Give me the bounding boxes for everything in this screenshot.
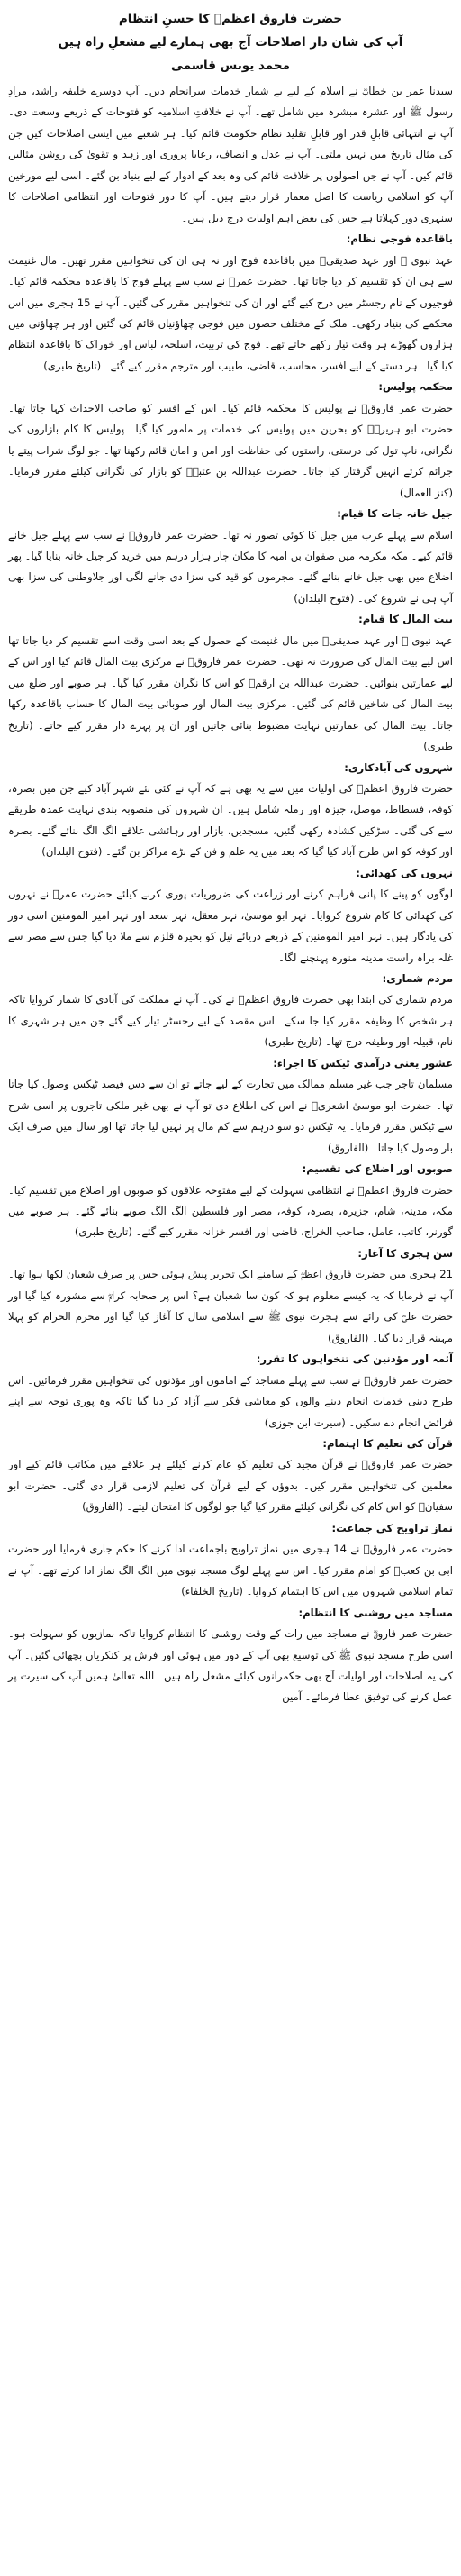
- section-heading: مساجد میں روشنی کا انتظام:: [298, 1606, 453, 1619]
- section-heading: سن ہجری کا آغاز:: [357, 1246, 453, 1260]
- section-heading: باقاعدہ فوجی نظام:: [346, 232, 453, 246]
- section-paragraph: مسلمان تاجر جب غیر مسلم ممالک میں تجارت کے لیے جاتے تو ان سے دس فیصد ٹیکس وصول کیا جاتا تھا۔ حضرت ابو موسیٰ اشعریؓ نے اس کی اطلاع دی تو آپ نے بھی غیر ملکی تاجروں پر اسی شرح سے ٹیکس مقرر فرمایا۔ یہ ٹیکس دو سو درہم سے کم مال پر نہیں لیا جاتا تھا اور سال میں صرف ایک بار وصول کیا جاتا۔ (الفاروق): [8, 1078, 453, 1154]
- section-paragraph: سیدنا عمر بن خطابؓ نے اسلام کے لیے بے شمار خدمات سرانجام دیں۔ آپ دوسرے خلیفہ راشد، مرادِ رسول ﷺ اور عشرہ مبشرہ میں شامل تھے۔ آپ نے خلافتِ اسلامیہ کو فتوحات کے ذریعے وسعت دی۔ آپ نے انتہائی قابلِ قدر اور قابلِ تقلید نظام حکومت قائم کیا۔ ہر شعبے میں ایسی اصلاحات کیں جن کی مثال تاریخ میں نہیں ملتی۔ آپ نے عدل و انصاف، رعایا پروری اور زہد و تقویٰ کی روشن مثالیں قائم کیں۔ آپ نے جن اصولوں پر خلافت قائم کی وہ بعد کے ادوار کے لیے بنیاد بن گئے۔ اسی لیے مورخین آپ کو اسلامی ریاست کا اصل معمار قرار دیتے ہیں۔ آپ کا دور فتوحات اور انتظامی اصلاحات کا سنہری دور کہلاتا ہے جس کی بعض اہم اولیات درج ذیل ہیں۔: [8, 85, 453, 224]
- section-paragraph: مردم شماری کی ابتدا بھی حضرت فاروق اعظمؓ نے کی۔ آپ نے مملکت کی آبادی کا شمار کروایا تاکہ ہر شخص کا وظیفہ مقرر کیا جا سکے۔ اس مقصد کے لیے رجسٹر تیار کیے گئے جن میں ہر شہری کا نام، قبیلہ اور وظیفہ درج تھا۔ (تاریخ طبری): [8, 993, 453, 1049]
- article-title: حضرت فاروق اعظمؓ کا حسنِ انتظام: [118, 12, 343, 26]
- section-heading: مردم شماری:: [382, 972, 453, 986]
- section-paragraph: عہد نبوی ﷺ اور عہد صدیقیؓ میں باقاعدہ فوج اور نہ ہی ان کی تنخواہیں مقرر تھیں۔ مال غنیمت سے ہی ان کو تقسیم کر دیا جاتا تھا۔ حضرت عمرؓ نے سب سے پہلے فوج کا باقاعدہ محکمہ قائم کیا۔ فوجیوں کے نام رجسٹر میں درج کیے گئے اور ان کی تنخواہیں مقرر کی گئیں۔ آپ نے 15 ہجری میں اس محکمے کی بنیاد رکھی۔ ملک کے مختلف حصوں میں فوجی چھاؤنیاں قائم کی گئیں اور ہر چھاؤنی میں ہزاروں گھوڑے ہر وقت تیار رکھے جاتے تھے۔ فوج کی تربیت، اسلحہ، لباس اور خوراک کا باقاعدہ انتظام کیا گیا۔ ہر دستے کے لیے افسر، محاسب، قاضی، طبیب اور مترجم مقرر کیے گئے۔ (تاریخ طبری): [8, 253, 453, 372]
- section-heading: صوبوں اور اضلاع کی تقسیم:: [302, 1162, 453, 1176]
- section-heading: نہروں کی کھدائی:: [356, 866, 453, 879]
- section-paragraph: حضرت عمر فاروقؓ نے مساجد میں رات کے وقت روشنی کا انتظام کروایا تاکہ نمازیوں کو سہولت ہو۔ اسی طرح مسجد نبوی ﷺ کی توسیع بھی آپ کے دور میں ہوئی اور فرش پر کنکریاں بچھائی گئیں۔ آپ کی یہ اصلاحات اور اولیات آج بھی حکمرانوں کیلئے مشعل راہ ہیں۔ اللہ تعالیٰ ہمیں آپ کی سیرت پر عمل کرنے کی توفیق عطا فرمائے۔ آمین: [8, 1627, 453, 1704]
- section-heading: بیت المال کا قیام:: [358, 613, 453, 626]
- section-heading: قرآن کی تعلیم کا اہتمام:: [322, 1437, 453, 1450]
- article-author: محمد یونس قاسمی: [171, 59, 290, 73]
- section-paragraph: حضرت فاروق اعظمؓ نے انتظامی سہولت کے لیے مفتوحہ علاقوں کو صوبوں اور اضلاع میں تقسیم کیا۔ مکہ، مدینہ، شام، جزیرہ، بصرہ، کوفہ، مصر اور فلسطین الگ الگ صوبے بنائے گئے۔ ہر صوبے میں گورنر، کاتب، عامل، صاحب الخراج، قاضی اور افسر خزانہ مقرر کیے گئے۔ (تاریخ طبری): [8, 1183, 453, 1239]
- section-paragraph: اسلام سے پہلے عرب میں جیل کا کوئی تصور نہ تھا۔ حضرت عمر فاروقؓ نے سب سے پہلے جیل خانے قائم کیے۔ مکہ مکرمہ میں صفوان بن امیہ کا مکان چار ہزار درہم میں خرید کر جیل خانہ بنایا گیا۔ پھر اضلاع میں بھی جیل خانے بنائے گئے۔ مجرموں کو قید کی سزا دی جانے لگی اور جلاوطنی کی سزا بھی آپ ہی نے شروع کی۔ (فتوح البلدان): [8, 528, 453, 605]
- section-paragraph: لوگوں کو پینے کا پانی فراہم کرنے اور زراعت کی ضروریات پوری کرنے کیلئے حضرت عمرؓ نے نہروں کی کھدائی کا کام شروع کروایا۔ نہر ابو موسیٰ، نہر معقل، نہر سعد اور نہر امیر المومنین اسی دور کی یادگار ہیں۔ نہر امیر المومنین کے ذریعے دریائے نیل کو بحیرہ قلزم سے ملا دیا گیا جس سے مصر سے غلہ براہ راست مدینہ منورہ پہنچنے لگا۔: [8, 887, 453, 964]
- section-paragraph: حضرت عمر فاروقؓ نے پولیس کا محکمہ قائم کیا۔ اس کے افسر کو صاحب الاحداث کہا جاتا تھا۔ حضرت ابو ہریرہؓ کو بحرین میں پولیس کی خدمات پر مامور کیا گیا۔ پولیس کا کام بازاروں کی نگرانی، ناپ تول کی درستی، راستوں کی حفاظت اور امن و امان قائم رکھنا تھا۔ جو لوگ شراب پیتے یا جرائم کرتے انہیں گرفتار کیا جاتا۔ حضرت عبداللہ بن عتبہؓ کو بازار کی نگرانی کیلئے مقرر فرمایا۔ (کنز العمال): [8, 401, 453, 499]
- section-paragraph: حضرت عمر فاروقؓ نے قرآن مجید کی تعلیم کو عام کرنے کیلئے ہر علاقے میں مکاتب قائم کیے اور معلمین کی تنخواہیں مقرر کیں۔ بدوؤں کے لیے قرآن کی تعلیم لازمی قرار دی گئی۔ حضرت ابو سفیانؓ کو اس کام کی نگرانی کیلئے مقرر کیا گیا جو لوگوں کا امتحان لیتے۔ (الفاروق): [8, 1458, 453, 1514]
- section-paragraph: حضرت عمر فاروقؓ نے سب سے پہلے مساجد کے اماموں اور مؤذنوں کی تنخواہیں مقرر فرمائیں۔ اس طرح دینی خدمات انجام دینے والوں کو معاشی فکر سے آزاد کر دیا گیا تاکہ وہ پوری توجہ سے اپنے فرائض انجام دے سکیں۔ (سیرت ابن جوزی): [8, 1373, 453, 1429]
- section-paragraph: حضرت فاروق اعظمؓ کی اولیات میں سے یہ بھی ہے کہ آپ نے کئی نئے شہر آباد کیے جن میں بصرہ، کوفہ، فسطاط، موصل، جیزہ اور رملہ شامل ہیں۔ ان شہروں کی منصوبہ بندی نہایت عمدہ طریقے سے کی گئی۔ سڑکیں کشادہ رکھی گئیں، مسجدیں، بازار اور رہائشی علاقے الگ الگ بنائے گئے۔ بصرہ اور کوفہ کو اس طرح آباد کیا گیا کہ بعد میں یہ علم و فن کے بڑے مراکز بن گئے۔ (فتوح البلدان): [8, 781, 453, 859]
- section-heading: آئمہ اور مؤذنین کی تنخواہوں کا تقرر:: [256, 1352, 453, 1366]
- section-heading: محکمہ پولیس:: [378, 380, 453, 394]
- section-heading: نماز تراویح کی جماعت:: [331, 1521, 453, 1534]
- article-body: [8, 81, 453, 1708]
- section-paragraph: عہد نبوی ﷺ اور عہد صدیقیؓ میں مال غنیمت کے حصول کے بعد اسی وقت اسے تقسیم کر دیا جاتا تھا اس لیے بیت المال کی ضرورت نہ تھی۔ حضرت عمر فاروقؓ نے مرکزی بیت المال قائم کیا اور اس کے لیے عمارتیں بنوائیں۔ حضرت عبداللہ بن ارقمؓ کو اس کا نگران مقرر کیا گیا۔ ہر صوبے اور ضلع میں بیت المال کی شاخیں قائم کی گئیں۔ مرکزی بیت المال اور صوبائی بیت المال کا حساب باقاعدہ رکھا جاتا۔ بیت المال کی عمارتیں نہایت مضبوط بنائی جاتیں اور ان پر پہرے دار مقرر کیے جاتے۔ (تاریخ طبری): [8, 633, 453, 753]
- section-heading: شہروں کی آبادکاری:: [344, 760, 453, 774]
- section-heading: جیل خانہ جات کا قیام:: [337, 507, 453, 521]
- section-paragraph: حضرت عمر فاروقؓ نے 14 ہجری میں نماز تراویح باجماعت ادا کرنے کا حکم جاری فرمایا اور حضرت ابی بن کعبؓ کو امام مقرر کیا۔ اس سے پہلے لوگ مسجد نبوی میں الگ الگ نماز ادا کرتے تھے۔ آپ نے تمام اسلامی شہروں میں اس کا اہتمام کروایا۔ (تاریخ الخلفاء): [8, 1543, 453, 1598]
- section-paragraph: 21 ہجری میں حضرت فاروق اعظمؓ کے سامنے ایک تحریر پیش ہوئی جس پر صرف شعبان لکھا ہوا تھا۔ آپ نے فرمایا کہ یہ کیسے معلوم ہو کہ کون سا شعبان ہے؟ اس پر صحابہ کرامؓ سے مشورہ کیا گیا اور حضرت علیؓ کی رائے سے ہجرت نبوی ﷺ سے اسلامی سال کا آغاز کیا گیا اور محرم الحرام کو پہلا مہینہ قرار دیا گیا۔ (الفاروق): [8, 1268, 453, 1344]
- article-subtitle: آپ کی شان دار اصلاحات آج بھی ہمارے لیے مشعلِ راہ ہیں: [58, 35, 403, 50]
- section-heading: عشور یعنی درآمدی ٹیکس کا اجراء:: [273, 1056, 453, 1070]
